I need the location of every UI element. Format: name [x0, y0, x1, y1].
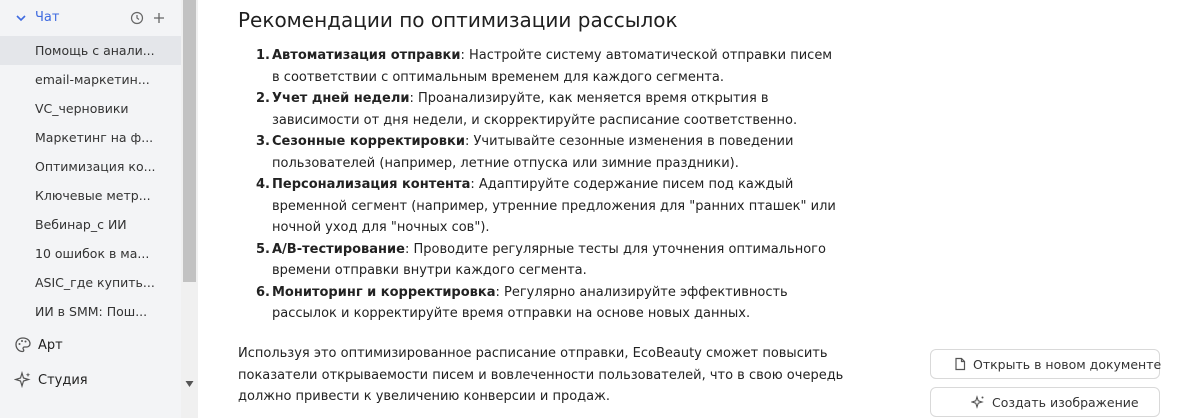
chevron-down-icon[interactable] — [14, 11, 28, 25]
chat-list-item[interactable]: Оптимизация ко... — [35, 159, 156, 174]
list-number: 5. — [256, 241, 270, 257]
sidebar — [0, 0, 198, 418]
list-item — [238, 239, 838, 282]
palette-icon — [14, 336, 32, 354]
sidebar-item-label: Студия — [38, 372, 88, 388]
open-in-new-document-button[interactable] — [930, 349, 1160, 379]
response-heading: Рекомендации по оптимизации рассылок — [238, 8, 678, 32]
sidebar-scrollbar[interactable] — [181, 0, 198, 418]
chat-list-item[interactable]: VC_черновики — [35, 101, 129, 116]
list-number: 1. — [256, 48, 270, 63]
chat-list-item[interactable]: email-маркетин... — [35, 72, 150, 87]
history-icon[interactable] — [130, 11, 144, 25]
summary-paragraph: Используя это оптимизированное расписание отправки, EcoBeauty сможет повысить показатели открываемости писем и вовлеченности пользователей, что в свою очередь должно привести к увеличению конверсии и продаж. — [238, 346, 844, 404]
chat-list-item[interactable]: 10 ошибок в ма... — [35, 246, 150, 261]
list-number: 6. — [256, 284, 270, 300]
create-image-button[interactable] — [930, 387, 1160, 417]
list-item — [238, 88, 838, 131]
chat-list-item[interactable]: Помощь с анали... — [0, 36, 181, 65]
sidebar-item-label: Арт — [38, 337, 63, 353]
list-item-title: Сезонные корректировки — [272, 134, 465, 149]
list-item-title: Учет дней недели — [272, 91, 410, 106]
list-item-text: : Проанализируйте, как меняется время открытия в зависимости от дня недели, и скорректируйте расписание соответственно. — [272, 91, 798, 128]
chat-list-item[interactable]: Вебинар_с ИИ — [35, 217, 127, 232]
list-item — [238, 282, 838, 325]
chat-list-item[interactable]: ИИ в SMM: Пош... — [35, 304, 148, 319]
list-number: 3. — [256, 134, 270, 149]
list-number: 2. — [256, 91, 270, 106]
sidebar-item-studio[interactable] — [0, 365, 181, 395]
list-item-text: : Адаптируйте содержание писем под каждый временной сегмент (например, утренние предложения для "ранних пташек" или ночной уход для "ночных сов"). — [272, 177, 836, 235]
chat-list-item[interactable]: Маркетинг на ф... — [35, 130, 154, 145]
chat-section-title[interactable]: Чат — [35, 10, 60, 25]
list-item-text: : Проводите регулярные тесты для уточнения оптимального времени отправки внутри каждого сегмента. — [272, 241, 826, 278]
list-item — [238, 131, 838, 174]
list-item-text: : Настройте систему автоматической отправки писем в соответствии с оптимальным временем для каждого сегмента. — [272, 48, 833, 85]
list-item-title: Автоматизация отправки — [272, 48, 461, 63]
chat-response-content — [198, 0, 1200, 418]
list-item-text: : Регулярно анализируйте эффективность рассылок и корректируйте время отправки на основе новых данных. — [272, 284, 788, 321]
document-icon — [953, 357, 967, 371]
recommendations-list — [238, 45, 838, 325]
sparkle-icon — [971, 395, 985, 409]
create-image-label: Создать изображение — [992, 395, 1139, 410]
scroll-down-arrow-icon[interactable] — [185, 380, 194, 388]
sidebar-item-art[interactable] — [0, 330, 181, 360]
chat-section-header[interactable] — [0, 0, 181, 36]
list-item-text: : Учитывайте сезонные изменения в поведении пользователей (например, летние отпуска или зимние праздники). — [272, 134, 794, 171]
list-item-title: Персонализация контента — [272, 177, 471, 192]
new-chat-icon[interactable] — [152, 11, 166, 25]
list-number: 4. — [256, 177, 270, 192]
chat-list-item[interactable]: ASIC_где купить... — [35, 275, 155, 290]
open-in-new-document-label: Открыть в новом документе — [973, 357, 1162, 372]
sparkle-icon — [14, 371, 32, 389]
scrollbar-thumb[interactable] — [183, 0, 196, 282]
list-item — [238, 45, 838, 88]
list-item-title: Мониторинг и корректировка — [272, 284, 496, 300]
list-item — [238, 174, 838, 239]
list-item-title: A/B-тестирование — [272, 241, 405, 257]
chat-list-item[interactable]: Ключевые метр... — [35, 188, 151, 203]
